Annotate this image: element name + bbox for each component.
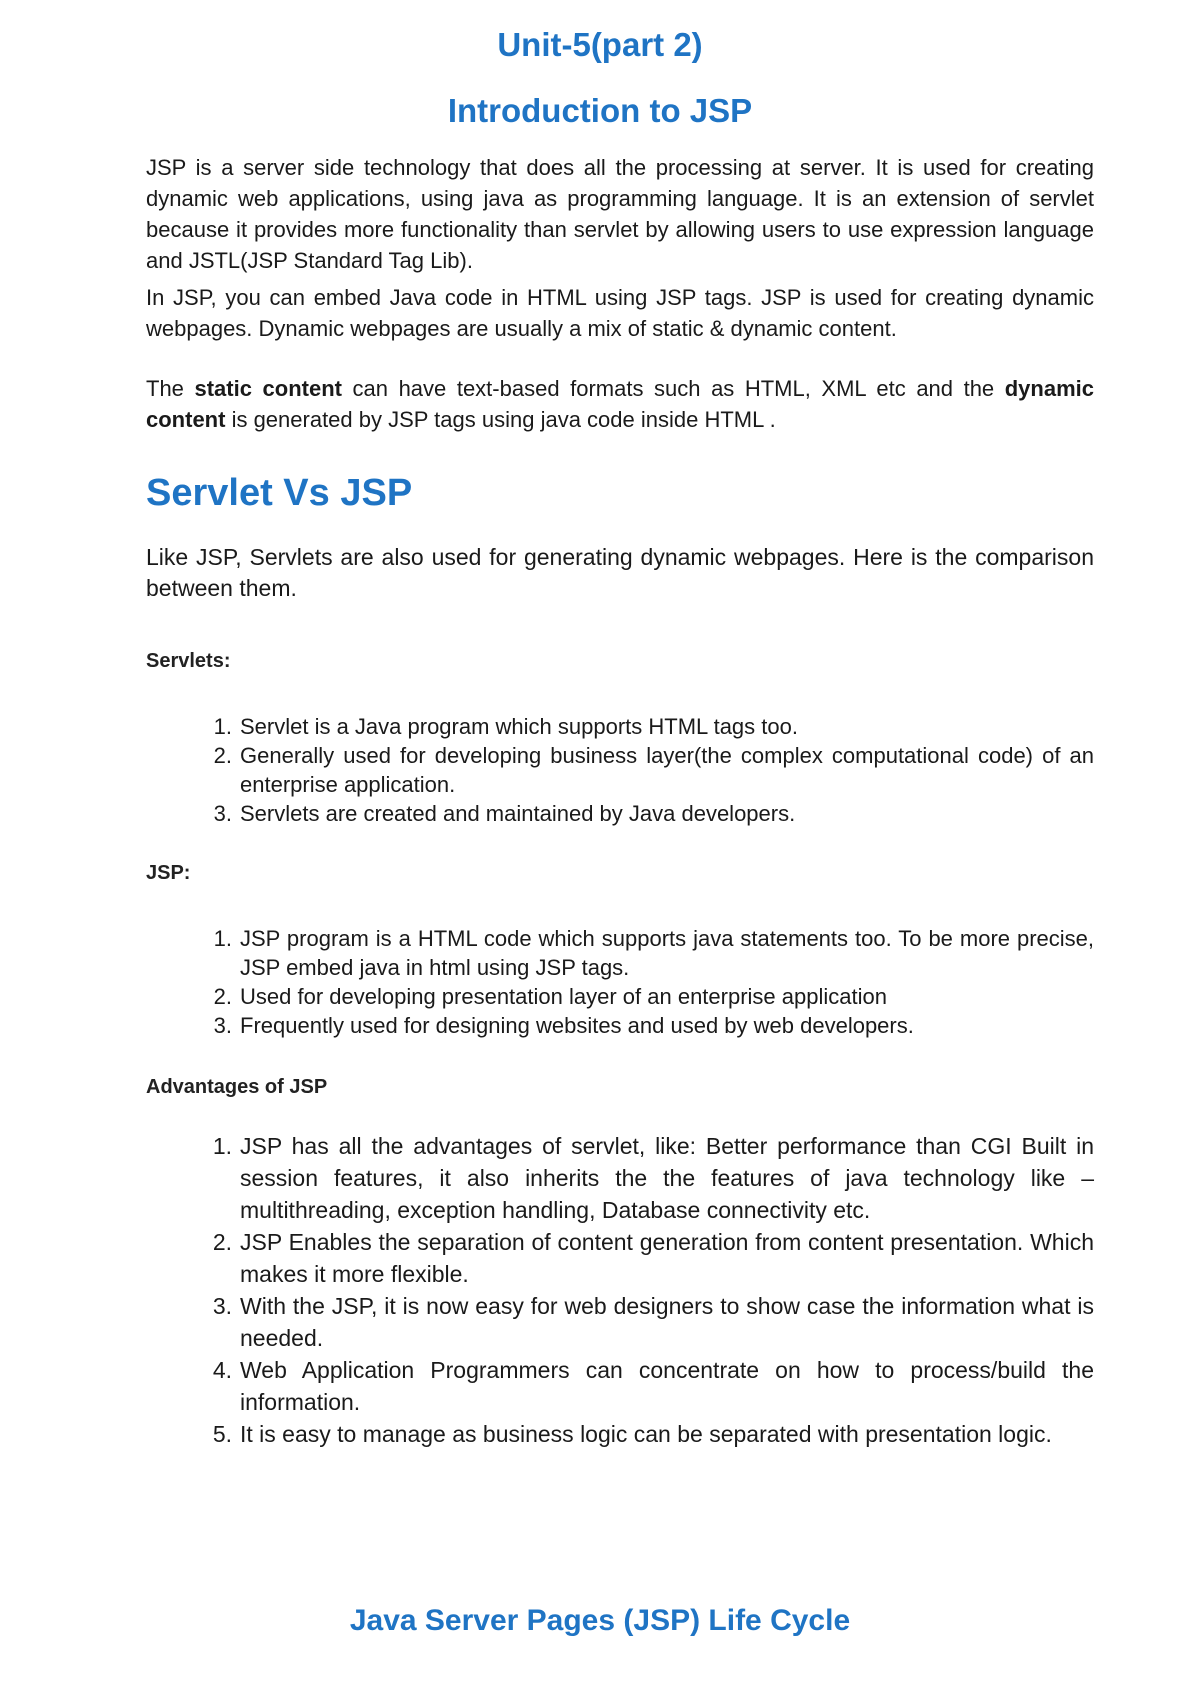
list-item-number: 5. xyxy=(212,1421,232,1447)
list-item-number: 2. xyxy=(212,1229,232,1255)
list-item-number: 1. xyxy=(212,1133,232,1159)
intro-title: Introduction to JSP xyxy=(447,92,753,129)
servlets-heading: Servlets: xyxy=(146,650,231,672)
list-item-number: 3. xyxy=(212,1293,232,1319)
list-item-number: 2. xyxy=(213,984,232,1009)
comparison-intro: Like JSP, Servlets are also used for generating dynamic webpages. Here is the comparison between them. xyxy=(146,544,1094,601)
list-item-text: Generally used for developing business layer(the complex computational code) of an enterprise application. xyxy=(240,743,1094,797)
intro-paragraph-3 xyxy=(146,373,1094,435)
list-item-text: With the JSP, it is now easy for web designers to show case the information what is needed. xyxy=(240,1293,1094,1351)
intro-paragraph-2: In JSP, you can embed Java code in HTML using JSP tags. JSP is used for creating dynamic webpages. Dynamic webpages are usually a mix of static & dynamic content. xyxy=(146,285,1094,341)
list-item-number: 2. xyxy=(213,743,232,768)
list-item xyxy=(212,1354,1094,1418)
list-item xyxy=(213,982,1094,1011)
list-item-text: Used for developing presentation layer of an enterprise application xyxy=(240,984,887,1009)
servlets-list xyxy=(213,712,1094,828)
intro-paragraph-1: JSP is a server side technology that does all the processing at server. It is used for creating dynamic web applications, using java as programming language. It is an extension of servlet because it provides more functionality than servlet by allowing users to use expression language and JSTL(JSP Standard Tag Lib). xyxy=(146,155,1094,273)
list-item-text: Servlet is a Java program which supports HTML tags too. xyxy=(240,714,798,739)
list-item xyxy=(213,924,1094,982)
p3-post: is generated by JSP tags using java code inside HTML . xyxy=(225,407,776,432)
servlet-vs-jsp-title: Servlet Vs JSP xyxy=(146,472,413,514)
lifecycle-title: Java Server Pages (JSP) Life Cycle xyxy=(349,1604,851,1637)
list-item-text: JSP program is a HTML code which supports java statements too. To be more precise, JSP embed java in html using JSP tags. xyxy=(240,926,1094,980)
list-item xyxy=(212,1226,1094,1290)
p3-pre: The xyxy=(146,376,195,401)
list-item-text: JSP has all the advantages of servlet, like: Better performance than CGI Built in session features, it also inherits the the features of java technology like – multithreading, exception handling, Database connectivity etc. xyxy=(240,1133,1094,1223)
list-item-number: 1. xyxy=(213,714,232,739)
list-item xyxy=(213,799,1094,828)
jsp-list xyxy=(213,924,1094,1040)
list-item xyxy=(212,1130,1094,1226)
list-item-number: 1. xyxy=(213,926,232,951)
unit-title: Unit-5(part 2) xyxy=(497,26,703,63)
list-item-number: 4. xyxy=(212,1357,232,1383)
p3-mid: can have text-based formats such as HTML, XML etc and the xyxy=(341,376,1005,401)
list-item xyxy=(213,741,1094,799)
list-item-text: Web Application Programmers can concentrate on how to process/build the information. xyxy=(240,1357,1094,1415)
list-item xyxy=(213,1011,1094,1040)
list-item-text: Servlets are created and maintained by Java developers. xyxy=(240,801,796,826)
jsp-heading: JSP: xyxy=(146,862,191,884)
list-item xyxy=(213,712,1094,741)
p3-static-content: static content xyxy=(194,376,342,401)
p3-dynamic-content: dynamic content xyxy=(146,376,1094,432)
list-item-number: 3. xyxy=(213,1013,232,1038)
list-item-number: 3. xyxy=(213,801,232,826)
advantages-heading: Advantages of JSP xyxy=(146,1076,328,1098)
list-item xyxy=(212,1418,1094,1450)
list-item-text: JSP Enables the separation of content generation from content presentation. Which makes it more flexible. xyxy=(240,1229,1094,1287)
list-item-text: It is easy to manage as business logic can be separated with presentation logic. xyxy=(240,1421,1052,1447)
list-item xyxy=(212,1290,1094,1354)
advantages-list xyxy=(212,1130,1094,1450)
list-item-text: Frequently used for designing websites and used by web developers. xyxy=(240,1013,914,1038)
